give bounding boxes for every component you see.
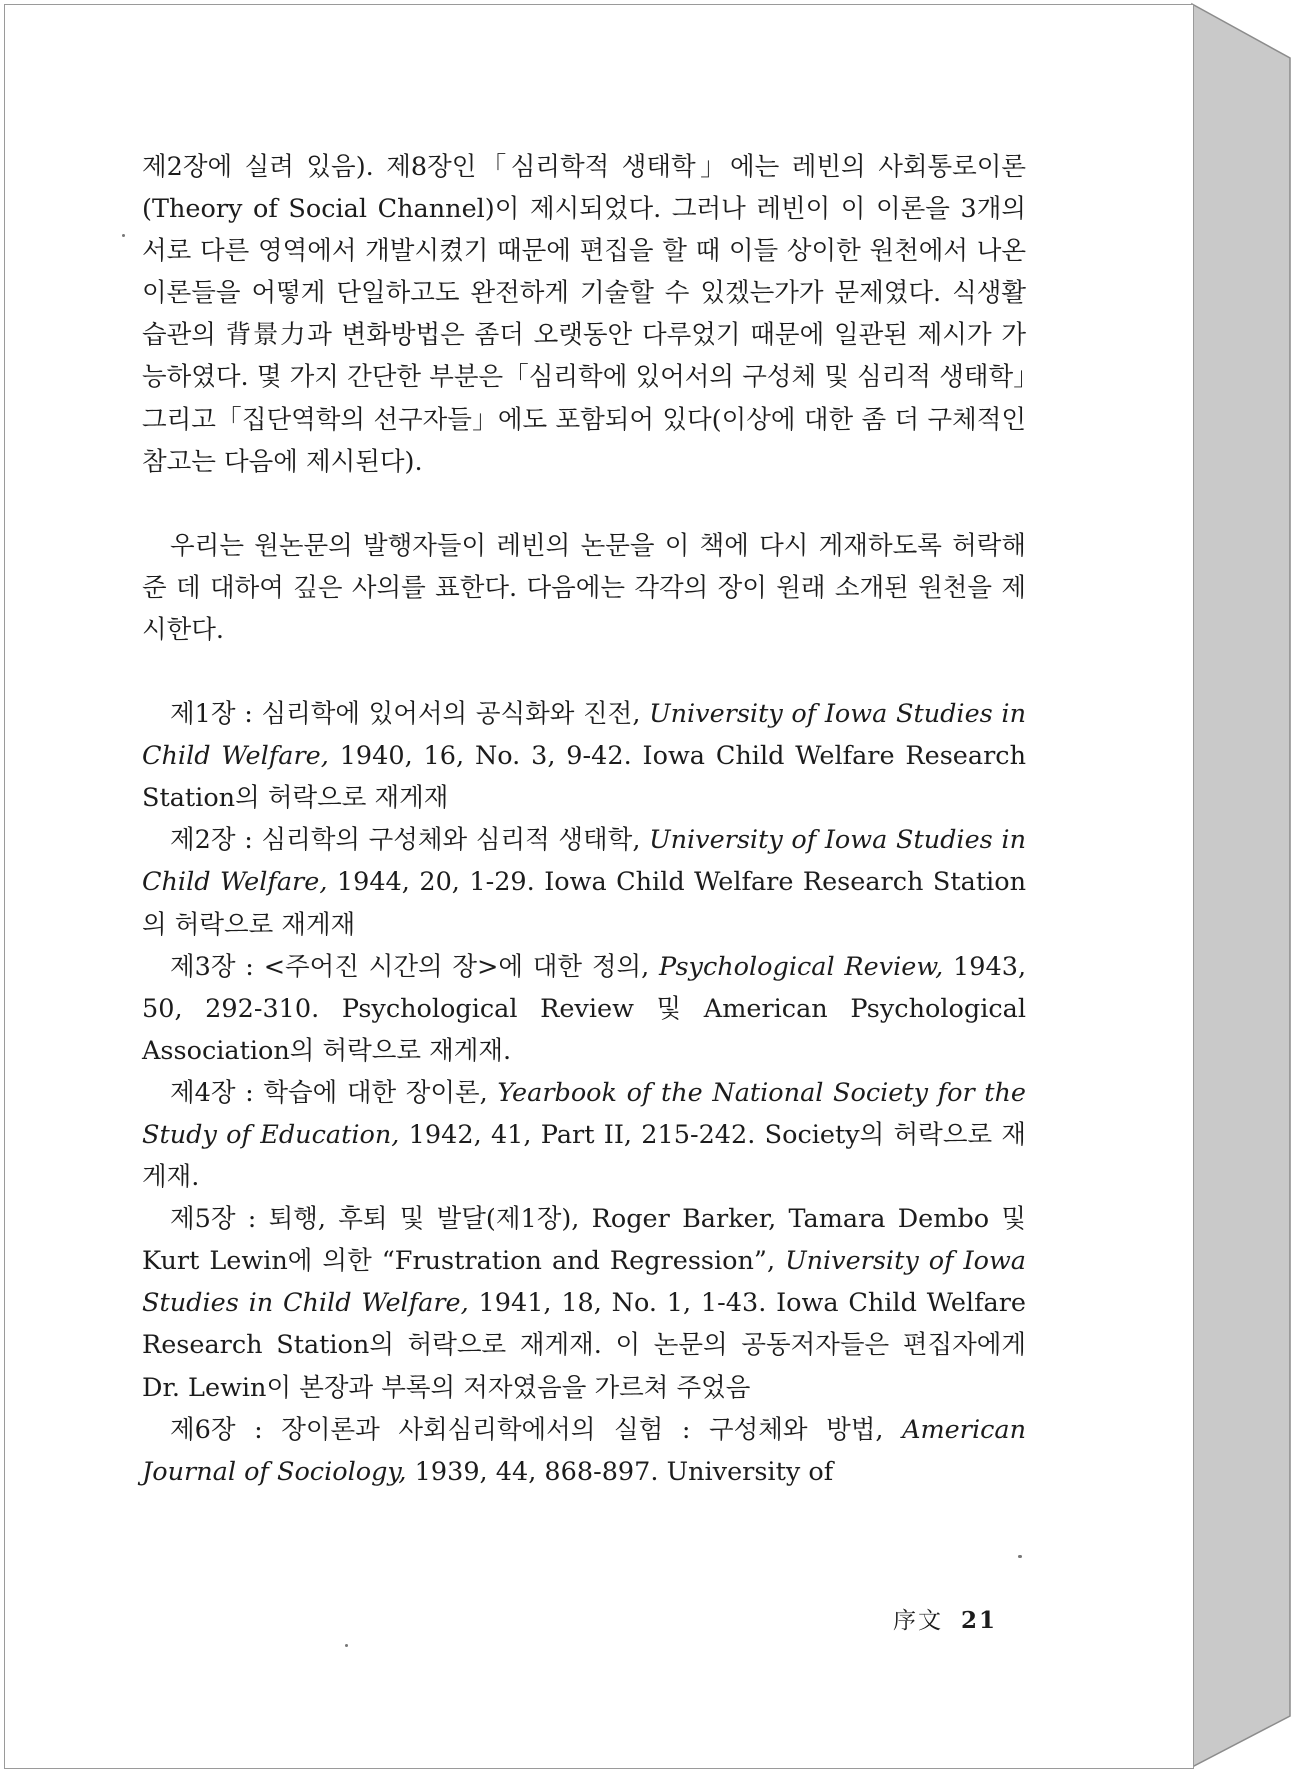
reference-journal: Psychological Review, xyxy=(658,951,944,982)
reference-journal: Yearbook of the National Society for the Study of Education, xyxy=(142,1077,1027,1150)
reference-label: 제4장 : xyxy=(170,1077,254,1108)
page-body xyxy=(142,146,1026,1493)
reference-chapter-4 xyxy=(142,1072,1026,1198)
reference-chapter-1 xyxy=(142,693,1026,819)
reference-title: 학습에 대한 장이론, xyxy=(263,1077,488,1108)
paragraph-continued: 제2장에 실려 있음). 제8장인「심리학적 생태학」에는 레빈의 사회통로이론 (Theory of Social Channel)이 제시되었다. 그러나 레빈이 이 이론을 3개의 서로 다른 영역에서 개발시켰기 때문에 편집을 할 때 이들 상이한 원천에서 나온 이론들을 어떻게 단일하고도 완전하게 기술할 수 있겠는가가 문제였다. 식생활 습관의 背景力과 변화방법은 좀더 오랫동안 다루었기 때문에 일관된 제시가 가능하였다. 몇 가지 간단한 부분은「심리학에 있어서의 구성체 및 심리적 생태학」그리고「집단역학의 선구자들」에도 포함되어 있다(이상에 대한 좀 더 구체적인 참고는 다음에 제시된다). xyxy=(142,152,1026,477)
reference-title: 심리학의 구성체와 심리적 생태학, xyxy=(261,825,641,856)
reference-details: 1939, 44, 868-897. University of xyxy=(414,1456,834,1487)
reference-details: 1942, 41, Part II, 215-242. Society의 허락으로 재게재. xyxy=(142,1119,1027,1193)
scan-speck xyxy=(122,234,125,237)
reference-journal: University of Iowa Studies in Child Welfare, xyxy=(142,699,1027,772)
reference-label: 제1장 : xyxy=(170,699,253,730)
reference-title: 퇴행, 후퇴 및 발달(제1장), Roger Barker, Tamara Dembo 및 Kurt Lewin에 의한 “Frustration and Regression”, xyxy=(142,1204,1027,1277)
reference-label: 제6장 : xyxy=(170,1414,263,1445)
paragraph-gap xyxy=(142,651,1026,693)
reference-label: 제5장 : xyxy=(170,1204,257,1235)
reference-details: 1941, 18, No. 1, 1-43. Iowa Child Welfare Research Station의 허락으로 재게재. 이 논문의 공동저자들은 편집자에게 Dr. Lewin이 본장과 부록의 저자였음을 가르쳐 주었음 xyxy=(142,1288,1026,1403)
reference-title: 심리학에 있어서의 공식화와 진전, xyxy=(261,699,641,730)
reference-chapter-2 xyxy=(142,819,1026,945)
reference-chapter-5 xyxy=(142,1198,1026,1408)
reference-chapter-3 xyxy=(142,946,1026,1072)
reference-title: 장이론과 사회심리학에서의 실험 : 구성체와 방법, xyxy=(281,1414,884,1445)
reference-journal: American Journal of Sociology, xyxy=(142,1414,1027,1487)
reference-details: 1940, 16, No. 3, 9-42. Iowa Child Welfare Research Station의 허락으로 재게재 xyxy=(142,741,1026,814)
reference-label: 제3장 : xyxy=(170,951,254,982)
scan-speck xyxy=(345,1644,348,1647)
reference-details: 1944, 20, 1-29. Iowa Child Welfare Research Station의 허락으로 재게재 xyxy=(142,867,1026,940)
reference-details: 1943, 50, 292-310. Psychological Review 및 American Psychological Association의 허락으로 재게재. xyxy=(142,951,1027,1066)
page-side-edge xyxy=(1192,4,1290,1767)
paragraph-gap xyxy=(142,483,1026,525)
reference-chapter-6 xyxy=(142,1409,1026,1493)
paragraph-acknowledgement: 우리는 원논문의 발행자들이 레빈의 논문을 이 책에 다시 게재하도록 허락해 준 데 대하여 깊은 사의를 표한다. 다음에는 각각의 장이 원래 소개된 원천을 제시한다. xyxy=(142,530,1026,645)
reference-label: 제2장 : xyxy=(170,825,253,856)
page-footer xyxy=(893,1602,997,1635)
running-section-title: 序文 xyxy=(893,1608,943,1634)
reference-journal: University of Iowa Studies in Child Welfare, xyxy=(142,825,1027,898)
reference-title: <주어진 시간의 장>에 대한 정의, xyxy=(263,951,650,982)
reference-journal: University of Iowa Studies in Child Welfare, xyxy=(142,1246,1027,1319)
scan-speck xyxy=(1018,1555,1022,1558)
page-number: 21 xyxy=(961,1607,998,1634)
